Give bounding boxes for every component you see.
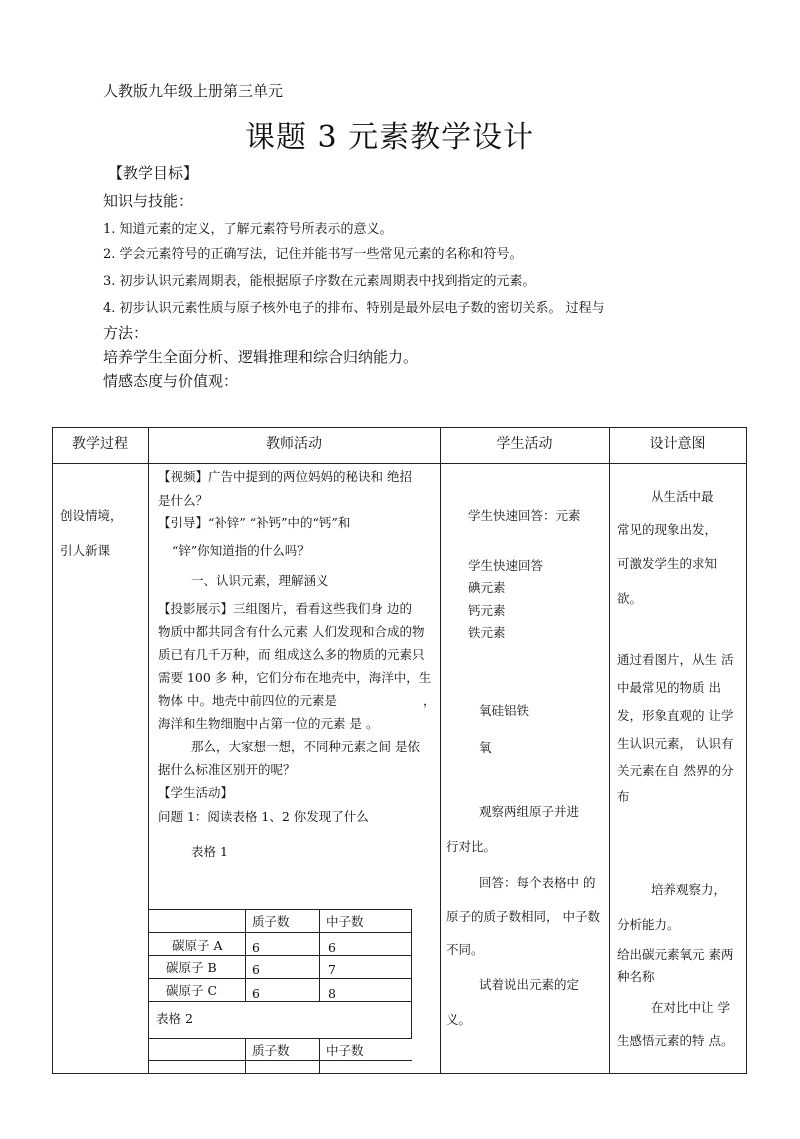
teacher-line: 【视频】广告中提到的两位妈妈的秘诀和 绝招 [158,469,412,484]
header-student: 学生活动 [496,436,553,452]
student-line: 学生快速回答 [468,558,544,573]
inner-table-line [148,1038,412,1039]
method-label: 方法： [103,324,149,342]
subtitle: 人教版九年级上册第三单元 [103,82,284,100]
table1-protons: 6 [252,986,260,1001]
teacher-line: 需要 100 多 种，它们分布在地壳中，海洋中，生 [158,670,432,685]
student-line: 原子的质子数相同， 中子数 [446,909,600,924]
table1-protons: 6 [252,962,260,977]
table1-neutrons: 7 [328,962,336,977]
table-border-bottom [52,1073,747,1074]
intent-line: 在对比中让 学 [651,1000,730,1015]
table1-caption: 表格 1 [191,844,228,859]
table2-header-neutrons: 中子数 [326,1043,364,1058]
table1-atom: 碳原子 A [172,938,223,953]
page-title: 课题 3 元素教学设计 [245,120,535,155]
intent-line: 常见的现象出发， [617,522,718,537]
process-line-2: 引人新课 [60,543,111,558]
teacher-line: 那么，大家想一想，不同种元素之间 是依 [191,739,420,754]
table1-protons: 6 [252,940,260,955]
table1-header-neutrons: 中子数 [326,914,364,929]
col-divider-1 [148,427,149,1074]
intent-line: 种名称 [617,969,655,984]
student-line: 铁元素 [468,625,506,640]
intent-line: 培养观察力， [651,882,727,897]
teacher-line: 物质中都共同含有什么元素 人们发现和合成的物 [158,624,425,639]
table1-neutrons: 6 [328,940,336,955]
col-divider-3 [609,427,610,1074]
inner-table-line [148,1001,412,1002]
teacher-line: 【引导】“补锌” “补钙”中的“钙”和 [158,515,351,530]
student-line: 氧 [479,740,492,755]
objectives-header: 【教学目标】 [108,164,199,182]
table-border-top [52,427,747,428]
teacher-line: 是什么？ [158,493,209,508]
student-line: 义。 [446,1012,472,1027]
knowledge-skills-label: 知识与技能： [103,192,194,210]
teacher-line: 问题 1：阅读表格 1、2 你发现了什么 [158,809,369,824]
inner-table-line [245,1038,246,1073]
intent-line: 通过看图片，从生 活 [617,652,734,667]
header-intent: 设计意图 [649,436,706,452]
objective-4: 4. 初步认识元素性质与原子核外电子的排布、特别是最外层电子数的密切关系。 过程与 [103,301,605,316]
teacher-line: 海洋和生物细胞中占第一位的元素 是 。 [158,716,379,731]
table-border-right [746,427,747,1074]
intent-line: 发，形象直观的 让学 [617,708,734,723]
intent-line: 中最常见的物质 出 [617,680,721,695]
student-line: 回答：每个表格中 的 [479,875,596,890]
teacher-line: 据什么标准区别开的呢？ [158,762,296,777]
objective-3: 3. 初步认识元素周期表，能根据原子序数在元素周期表中找到指定的元素。 [103,274,536,289]
attitude-label: 情感态度与价值观： [103,372,239,390]
table1-header-protons: 质子数 [252,914,290,929]
inner-table-line [148,932,412,933]
objective-1: 1. 知道元素的定义，了解元素符号所表示的意义。 [103,222,393,237]
table1-atom: 碳原子 C [166,983,218,998]
col-divider-2 [440,427,441,1074]
student-line: 行对比。 [446,839,497,854]
intent-line: 生感悟元素的特 点。 [617,1033,734,1048]
student-line: 试着说出元素的定 [479,977,580,992]
student-line: 钙元素 [468,603,506,618]
intent-line: 欲。 [617,591,643,606]
student-line: 氧硅铝铁 [479,703,530,718]
inner-table-line [319,909,320,1001]
intent-line: 生认识元素， 认识有 [617,736,734,751]
intent-line: 关元素在自 然界的分 [617,763,734,778]
inner-table-line [148,909,412,910]
inner-table-line [148,978,412,979]
objective-2: 2. 学会元素符号的正确写法，记住并能书写一些常见元素的名称和符号。 [103,247,523,262]
section-heading: 一、认识元素，理解涵义 [191,573,329,588]
student-line: 不同。 [446,942,484,957]
table2-caption: 表格 2 [156,1011,193,1026]
inner-table-line [319,1038,320,1073]
process-line-1: 创设情境， [60,508,123,523]
teacher-line: “锌”你知道指的什么吗？ [172,543,310,558]
intent-line: 可激发学生的求知 [617,556,718,571]
table2-header-protons: 质子数 [252,1043,290,1058]
inner-table-line [411,909,412,1039]
intent-line: 给出碳元素氧元 素两 [617,947,734,962]
teacher-line: 【学生活动】 [158,785,234,800]
table1-atom: 碳原子 B [166,960,217,975]
table1-neutrons: 8 [328,986,336,1001]
student-line: 碘元素 [468,580,506,595]
teacher-line: 【投影展示】三组图片，看看这些我们身 边的 [158,601,412,616]
table-header-divider [52,463,747,464]
teacher-line: 质已有几千万种，而 组成这么多的物质的元素只 [158,647,425,662]
student-line: 观察两组原子并进 [479,804,580,819]
intent-line: 布 [617,789,630,804]
ability-text: 培养学生全面分析、逻辑推理和综合归纳能力。 [103,348,419,366]
inner-table-line [245,909,246,1001]
intent-line: 从生活中最 [651,489,714,504]
teacher-line-comma: ， [423,693,436,708]
student-line: 学生快速回答：元素 [468,508,581,523]
table-border-left [52,427,53,1074]
header-teacher: 教师活动 [266,436,322,452]
header-process: 教学过程 [72,436,128,452]
teacher-line: 物体 中。地壳中前四位的元素是 [158,693,337,708]
intent-line: 分析能力。 [617,917,680,932]
